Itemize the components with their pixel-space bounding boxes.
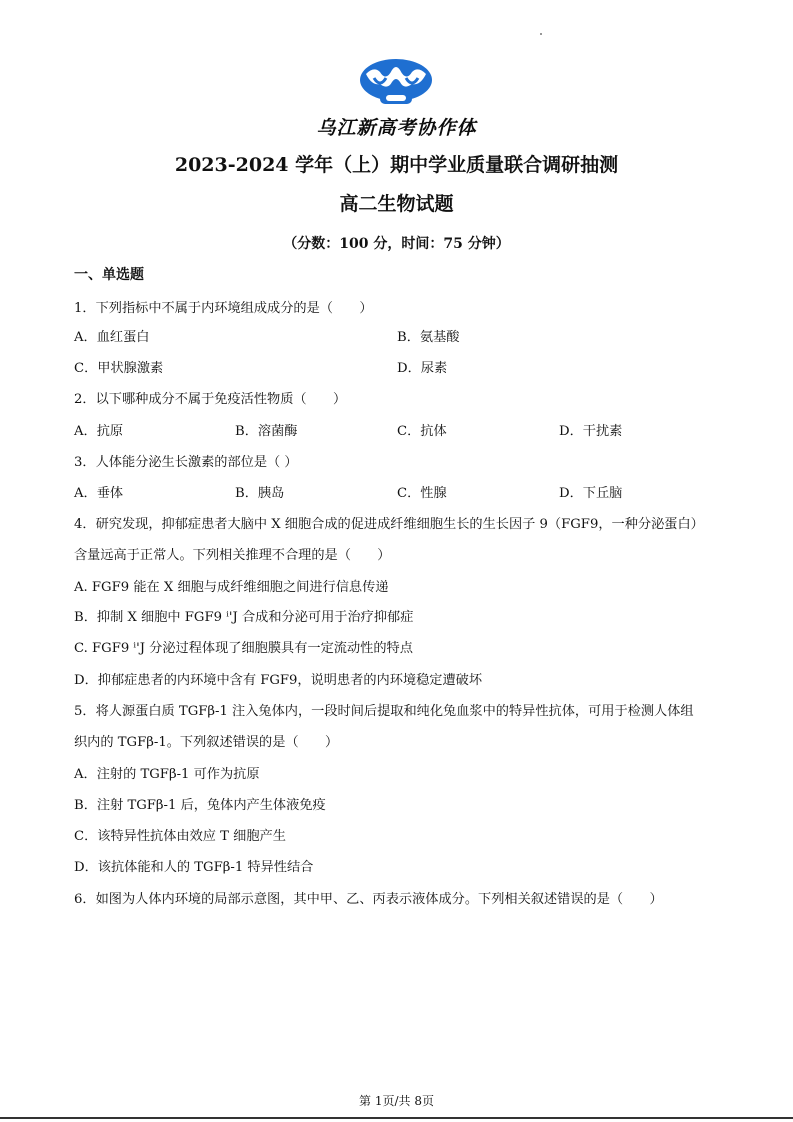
section-title: 一、单选题 <box>74 267 144 283</box>
question-4-stem-line2: 含量远高于正常人。下列相关推理不合理的是（ ） <box>74 548 391 563</box>
question-3-option-c: C．性腺 <box>397 486 447 501</box>
question-5-option-c: C．该特异性抗体由效应 T 细胞产生 <box>74 829 286 844</box>
question-5-option-d: D．该抗体能和人的 TGFβ-1 特异性结合 <box>74 860 314 875</box>
score-info: （分数：100 分，时间：75 分钟） <box>283 236 510 252</box>
question-5-option-a: A．注射的 TGFβ-1 可作为抗原 <box>74 767 260 782</box>
question-1-option-a: A．血红蛋白 <box>74 330 150 345</box>
page-number: 第 1页/共 8页 <box>359 1094 434 1108</box>
logo-icon <box>356 56 436 112</box>
question-1-option-b: B．氨基酸 <box>397 330 460 345</box>
question-5-stem-line1: 5．将人源蛋白质 TGFβ-1 注入兔体内，一段时间后提取和纯化兔血浆中的特异性抗体，可用于检测人体组 <box>74 704 694 719</box>
question-4-option-b: B．抑制 X 细胞中 FGF9 ⁱ'J 合成和分泌可用于治疗抑郁症 <box>74 610 414 625</box>
question-3-option-a: A．垂体 <box>74 486 124 501</box>
question-3-option-d: D．下丘脑 <box>559 486 623 501</box>
question-1-option-c: C．甲状腺激素 <box>74 361 164 376</box>
question-2-stem: 2．以下哪种成分不属于免疫活性物质（ ） <box>74 392 347 407</box>
question-6-stem: 6．如图为人体内环境的局部示意图，其中甲、乙、丙表示液体成分。下列相关叙述错误的是（ ） <box>74 892 663 907</box>
question-5-stem-line2: 织内的 TGFβ-1。下列叙述错误的是（ ） <box>74 735 339 750</box>
question-4-option-c: C. FGF9 ⁱ'J 分泌过程体现了细胞膜具有一定流动性的特点 <box>74 641 413 656</box>
question-2-option-d: D．干扰素 <box>559 424 623 439</box>
question-1-stem: 1．下列指标中不属于内环境组成成分的是（ ） <box>74 301 373 316</box>
question-2-option-b: B．溶菌酶 <box>235 424 298 439</box>
question-4-option-a: A. FGF9 能在 X 细胞与成纤维细胞之间进行信息传递 <box>74 580 389 595</box>
question-4-option-d: D．抑郁症患者的内环境中含有 FGF9，说明患者的内环境稳定遭破坏 <box>74 673 483 688</box>
question-4-stem-line1: 4．研究发现，抑郁症患者大脑中 X 细胞合成的促进成纤维细胞生长的生长因子 9（FGF9，一种分泌蛋白） <box>74 517 704 532</box>
question-3-option-b: B．胰岛 <box>235 486 285 501</box>
question-1-option-d: D．尿素 <box>397 361 448 376</box>
question-3-stem: 3．人体能分泌生长激素的部位是（ ） <box>74 455 298 470</box>
brand-name: 乌江新高考协作体 <box>316 117 477 139</box>
question-2-option-a: A．抗原 <box>74 424 124 439</box>
exam-subject: 高二生物试题 <box>339 193 454 215</box>
question-5-option-b: B．注射 TGFβ-1 后，兔体内产生体液免疫 <box>74 798 326 813</box>
bottom-divider <box>0 1117 793 1119</box>
question-2-option-c: C．抗体 <box>397 424 447 439</box>
exam-title: 2023-2024 学年（上）期中学业质量联合调研抽测 <box>174 154 619 176</box>
stray-dot <box>540 33 542 35</box>
